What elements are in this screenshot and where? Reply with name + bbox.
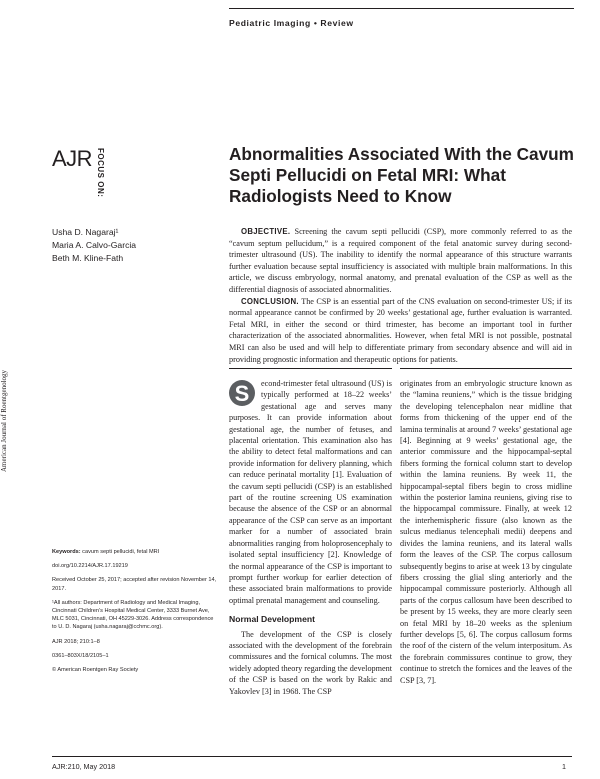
section-label: Pediatric Imaging • Review <box>229 18 354 28</box>
column-rule <box>400 368 572 369</box>
body-paragraph: The development of the CSP is closely associated with the development of the forebrain commissures and the fornical columns. The most widely adopted theory regarding the development of the CSP is based on the work by Rakic and Yakovlev [3] in 1968. The CSP <box>229 629 393 696</box>
conclusion-heading: CONCLUSION. <box>241 296 299 306</box>
column-rule <box>229 368 392 369</box>
citation: AJR 2018; 210:1–8 <box>52 638 100 645</box>
author-name: Beth M. Kline-Fath <box>52 253 124 263</box>
page-number: 1 <box>562 762 566 771</box>
logo-focus-label: FOCUS ON: <box>96 148 105 198</box>
journal-side-label: American Journal of Roentgenology <box>0 369 8 472</box>
received-dates: Received October 25, 2017; accepted after revision November 14, 2017. <box>52 577 217 592</box>
copyright: © American Roentgen Ray Society <box>52 667 139 674</box>
logo-text: AJR <box>52 146 93 171</box>
author-name: Usha D. Nagaraj¹ <box>52 227 119 237</box>
abstract-conclusion <box>229 296 572 366</box>
header-rule <box>229 8 574 9</box>
footer-journal-info: AJR:210, May 2018 <box>52 762 116 771</box>
drop-cap: S <box>229 380 255 406</box>
abstract <box>229 226 572 365</box>
footer-rule <box>52 756 572 757</box>
section-heading: Normal Development <box>229 614 315 625</box>
abstract-objective <box>229 226 572 296</box>
body-paragraph: originates from an embryologic structure known as the “lamina reuniens,” which is the tissue bridging the developing telencephalon near midline that forms from thickening of the upper end of the lamina terminalis at around 7 weeks’ gestational age [4]. Beginning at 9 weeks’ gestational age, the anterior commissure and the hippocampal-septal fibers forming the fornical column start to develop within the lamina reuniens. By week 11, the hippocampal-septal fibers begin to cross midline within the posterior lamina reuniens, giving rise to the hippocampal commissure. Finally, at week 12 the interhemispheric fissure (also known as the sulcus medianus telencephali medii) deepens and divides the lamina reuniens, and its lateral walls form the leaves of the CSP. The corpus callosum subsequently begins to arise at week 13 by cingulate fibers crossing the glial sling anteriorly and the hippocampal commissure posteriorly. Although all parts of the corpus callosum have been described to be present by 15 weeks, they are more clearly seen on fetal MRI by 18–20 weeks as the splenium further develops [5, 6]. The corpus callosum forms the roof of the cistern of the velum interpositum. As the forebrain commissures continue to grow, they continue to stretch the fornices and the leaves of the CSP [3, 7]. <box>400 379 572 685</box>
conclusion-text: The CSP is an essential part of the CNS evaluation on second-trimester US; if its normal appearance cannot be confirmed by 20 weeks’ gestational age, further evaluation is warranted. Fetal MRI, in either the second or third trimester, has become an important tool in further characterization of the associated abnormalities. However, when fetal MRI is not possible, postnatal MRI can also be used and will help to differentiate primary from secondary absence and will aid in providing prognostic information and therapeutic options for patients. <box>229 296 572 364</box>
journal-logo <box>50 146 125 202</box>
body-column-1 <box>229 378 392 697</box>
body-column-2 <box>400 378 572 686</box>
article-metadata <box>52 548 217 680</box>
author-affiliation: ¹All authors: Department of Radiology and Medical Imaging, Cincinnati Children’s Hospital Medical Center, 3333 Burnet Ave, MLC 5031, Cincinnati, OH 45229-3026. Address correspondence to U. D. Nagaraj (usha.nagaraj@cchmc.org). <box>52 599 214 631</box>
issn: 0361–803X/18/2105–1 <box>52 652 109 659</box>
keywords-label: Keywords: <box>52 549 81 555</box>
intro-paragraph <box>229 378 392 606</box>
keywords-text: cavum septi pellucidi, fetal MRI <box>80 549 160 555</box>
objective-text: Screening the cavum septi pellucidi (CSP), more commonly referred to as the “cavum septum pellucidum,” is a required component of the fetal anatomic survey during second-trimester ultrasound (US). The inability to identify the normal appearance of this structure warrants further evaluation because septal insufficiency is associated with multiple brain malformations. In this article, we discuss embryology, normal anatomy, and prenatal evaluation of the CSP as well as the differential diagnosis of associated abnormalities. <box>229 227 572 294</box>
objective-heading: OBJECTIVE. <box>241 227 291 236</box>
intro-text: econd-trimester fetal ultrasound (US) is typically performed at 18–22 weeks’ gestational age and serves many purposes. It can provide information about gestational age, the number of fetuses, and placental orientation. This examination also has the ability to detect fetal malformations and can provide information for delivery planning, which can reduce perinatal mortality [1]. Evaluation of the cavum septi pellucidi (CSP) is an established part of the routine screening US examination because the absence of the CSP or an abnormal appearance of the CSP can serve as an important marker for a number of associated brain abnormalities ranging from holoprosencephaly to isolated septal insufficiency [2]. Knowledge of the normal appearance of the CSP is important to prompt further workup for earlier detection of these associated brain malformations to provide optimal prenatal management and counseling. <box>229 379 392 605</box>
article-title: Abnormalities Associated With the Cavum Septi Pellucidi on Fetal MRI: What Radiologists Need to Know <box>229 144 574 206</box>
doi: doi.org/10.2214/AJR.17.19219 <box>52 563 128 570</box>
author-list <box>52 226 212 265</box>
author-name: Maria A. Calvo-Garcia <box>52 240 137 250</box>
keywords <box>52 548 217 556</box>
